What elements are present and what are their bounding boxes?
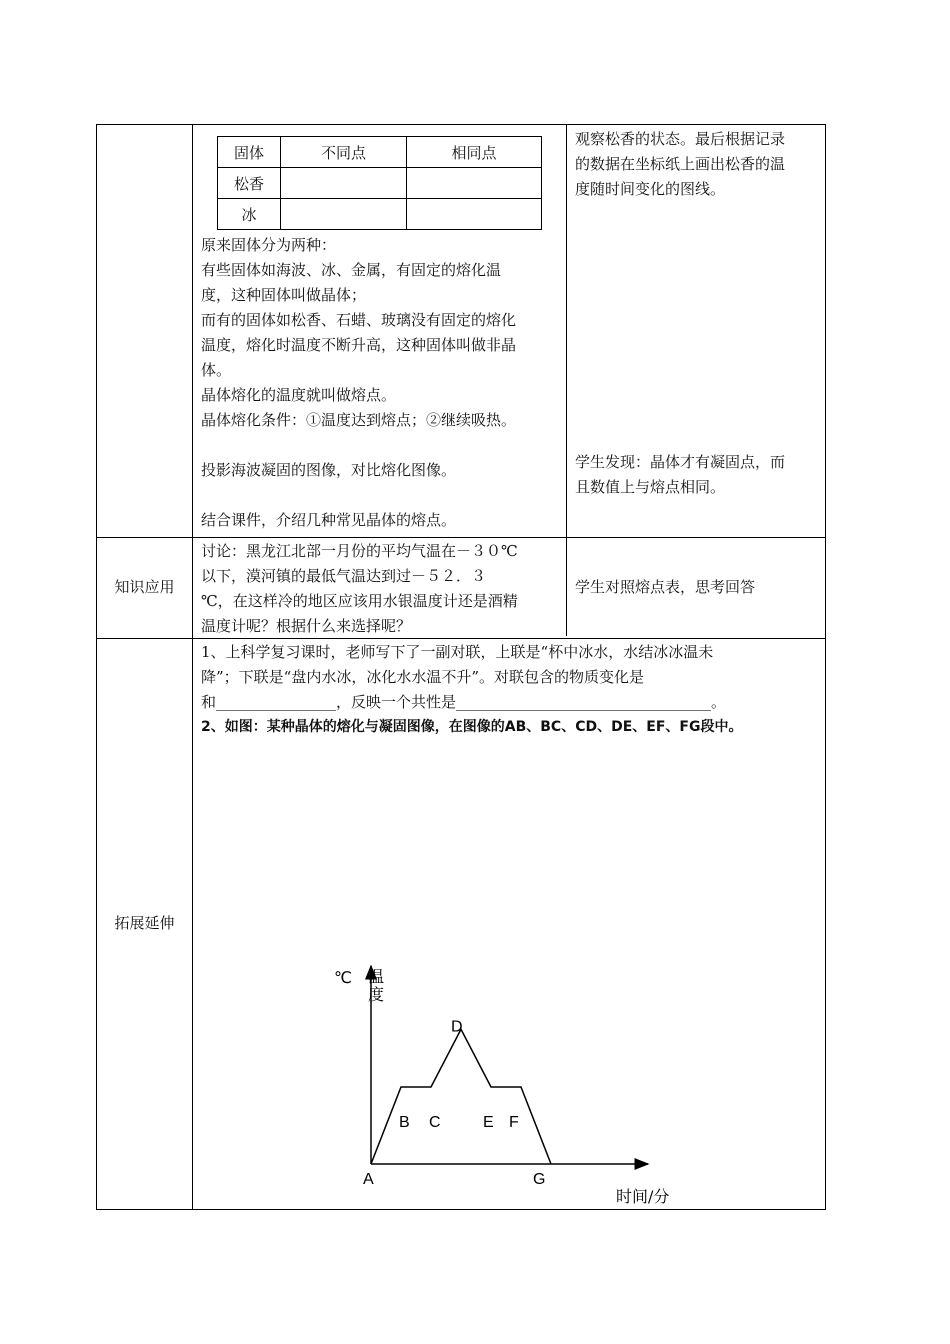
text-line: 学生发现：晶体才有凝固点，而 (575, 453, 786, 471)
crystal-explanation (201, 233, 556, 533)
text-line: 以下，漠河镇的最低气温达到过－５２．３ (201, 567, 487, 585)
table-cell: 冰 (218, 199, 281, 230)
text-line: 度，这种固体叫做晶体； (201, 286, 367, 304)
text-line: 温度，熔化时温度不断升高，这种固体叫做非晶 (201, 336, 517, 354)
point-label-b: B (399, 1114, 410, 1131)
melting-chart (318, 958, 678, 1208)
table-cell (407, 168, 542, 199)
text-line: 度随时间变化的图线。 (575, 180, 726, 198)
discussion-text (201, 539, 556, 639)
table-cell (281, 199, 407, 230)
table-header: 相同点 (407, 137, 542, 168)
text-line: ℃，在这样冷的地区应该用水银温度计还是酒精 (201, 592, 518, 610)
text-line: 的数据在坐标纸上画出松香的温 (575, 155, 786, 173)
point-label-f: F (509, 1114, 519, 1131)
table-header: 固体 (218, 137, 281, 168)
text-line: 晶体熔化条件：①温度达到熔点；②继续吸热。 (201, 411, 517, 429)
row-label-extension: 拓展延伸 (114, 914, 175, 932)
observation-note (575, 127, 820, 202)
row-label-application: 知识应用 (114, 578, 175, 596)
text-line: 晶体熔化的温度就叫做熔点。 (201, 386, 397, 404)
question-1 (201, 640, 821, 740)
student-response: 学生对照熔点表，思考回答 (575, 578, 756, 596)
x-axis-label: 时间/分 (616, 1187, 670, 1206)
text-line: 体。 (201, 361, 232, 379)
text-line: 观察松香的状态。最后根据记录 (575, 130, 786, 148)
text-line: 1、上科学复习课时，老师写下了一副对联，上联是“杯中冰水，水结冰冰温未 (201, 643, 714, 661)
point-label-e: E (483, 1114, 494, 1131)
text-line: 原来固体分为两种： (201, 236, 337, 254)
row-divider-1 (97, 537, 825, 538)
table-header: 不同点 (281, 137, 407, 168)
y-axis-label: 温度 (368, 967, 385, 1004)
student-finding (575, 450, 820, 500)
table-cell (281, 168, 407, 199)
text-line: 降”；下联是“盘内水冰，冰化水水温不升”。对联包含的物质变化是 (201, 668, 645, 686)
text-line: 讨论：黑龙江北部一月份的平均气温在－３０℃ (201, 542, 518, 560)
col-divider-1 (192, 125, 193, 1209)
table-cell (407, 199, 542, 230)
text-line: 投影海波凝固的图像，对比熔化图像。 (201, 461, 457, 479)
temperature-curve (371, 1029, 551, 1164)
question-2: 2、如图：某种晶体的熔化与凝固图像，在图像的AB、BC、CD、DE、EF、FG段中。 (201, 719, 743, 735)
text-line: 结合课件，介绍几种常见晶体的熔点。 (201, 511, 457, 529)
point-label-a: A (363, 1171, 374, 1188)
text-line: 且数值上与熔点相同。 (575, 478, 726, 496)
text-line: 和________________，反映一个共性是__________________________________。 (201, 693, 727, 711)
y-unit-label: ℃ (334, 968, 352, 987)
comparison-table (217, 136, 542, 230)
text-line: 温度计呢？根据什么来选择呢？ (201, 617, 412, 635)
table-cell: 松香 (218, 168, 281, 199)
text-line: 有些固体如海波、冰、金属，有固定的熔化温 (201, 261, 502, 279)
point-label-d: D (451, 1018, 463, 1036)
point-label-g: G (533, 1171, 546, 1188)
text-line: 而有的固体如松香、石蜡、玻璃没有固定的熔化 (201, 311, 517, 329)
col-divider-2 (566, 125, 567, 636)
point-label-c: C (429, 1114, 441, 1131)
